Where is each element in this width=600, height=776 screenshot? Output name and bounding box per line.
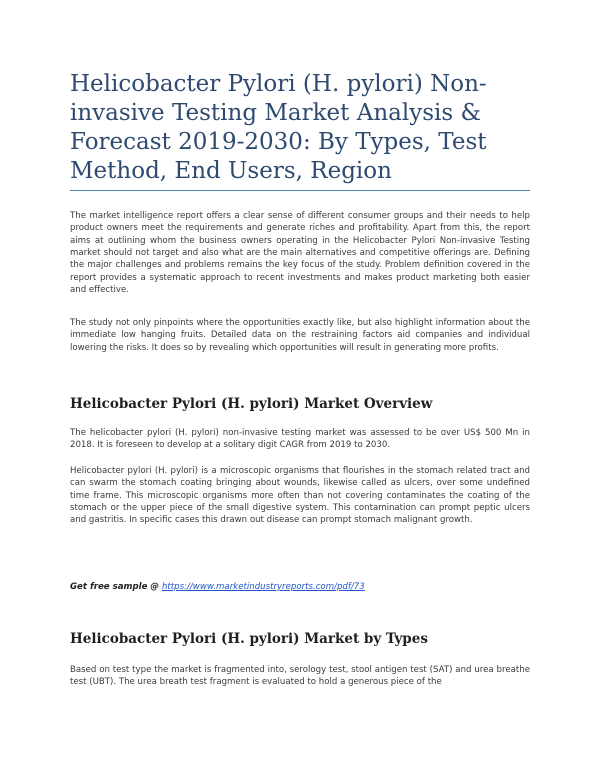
overview-heading: Helicobacter Pylori (H. pylori) Market Overview: [70, 396, 433, 412]
free-sample-label: Get free sample @: [70, 582, 162, 592]
types-heading: Helicobacter Pylori (H. pylori) Market by Types: [70, 631, 428, 647]
overview-paragraph-1: The helicobacter pylori (H. pylori) non-invasive testing market was assessed to be over US$ 500 Mn in 2018. It is foreseen to develop at a solitary digit CAGR from 2019 to 2030.: [70, 428, 530, 451]
types-paragraph: Based on test type the market is fragmented into, serology test, stool antigen test (SAT) and urea breathe test (UBT). The urea breath test fragment is evaluated to hold a generous piece of the: [70, 665, 530, 688]
overview-paragraph-2: Helicobacter pylori (H. pylori) is a microscopic organisms that flourishes in the stomach related tract and can swarm the stomach coating bringing about wounds, likewise called as ulcers, over some undefined time frame. This microscopic organisms more often than not covering contaminates the coating of the stomach or the upper piece of the small digestive system. This contamination can prompt peptic ulcers and gastritis. In specific cases this drawn out disease can prompt stomach malignant growth.: [70, 466, 530, 526]
free-sample-line: [70, 582, 365, 592]
intro-paragraph-2: The study not only pinpoints where the opportunities exactly like, but also highlight information about the immediate low hanging fruits. Detailed data on the restraining factors aid companies and individual lowering the risks. It does so by revealing which opportunities will result in generating more profits.: [70, 318, 530, 353]
intro-paragraph-1: The market intelligence report offers a clear sense of different consumer groups and their needs to help product owners meet the requirements and generate riches and profitability. Apart from this, the report aims at outlining whom the business owners operating in the Helicobacter Pylori Non-invasive Testing market should not target and also what are the main alternatives and competitive offerings are. Defining the major challenges and problems remains the key focus of the study. Problem definition covered in the report provides a systematic approach to recent investments and makes product marketing both easier and effective.: [70, 211, 530, 296]
title-divider: [70, 190, 530, 191]
free-sample-link[interactable]: https://www.marketindustryreports.com/pdf/73: [161, 582, 365, 592]
document-title: Helicobacter Pylori (H. pylori) Non-invasive Testing Market Analysis & Forecast 2019-2030: By Types, Test Method, End Users, Region: [70, 71, 487, 184]
